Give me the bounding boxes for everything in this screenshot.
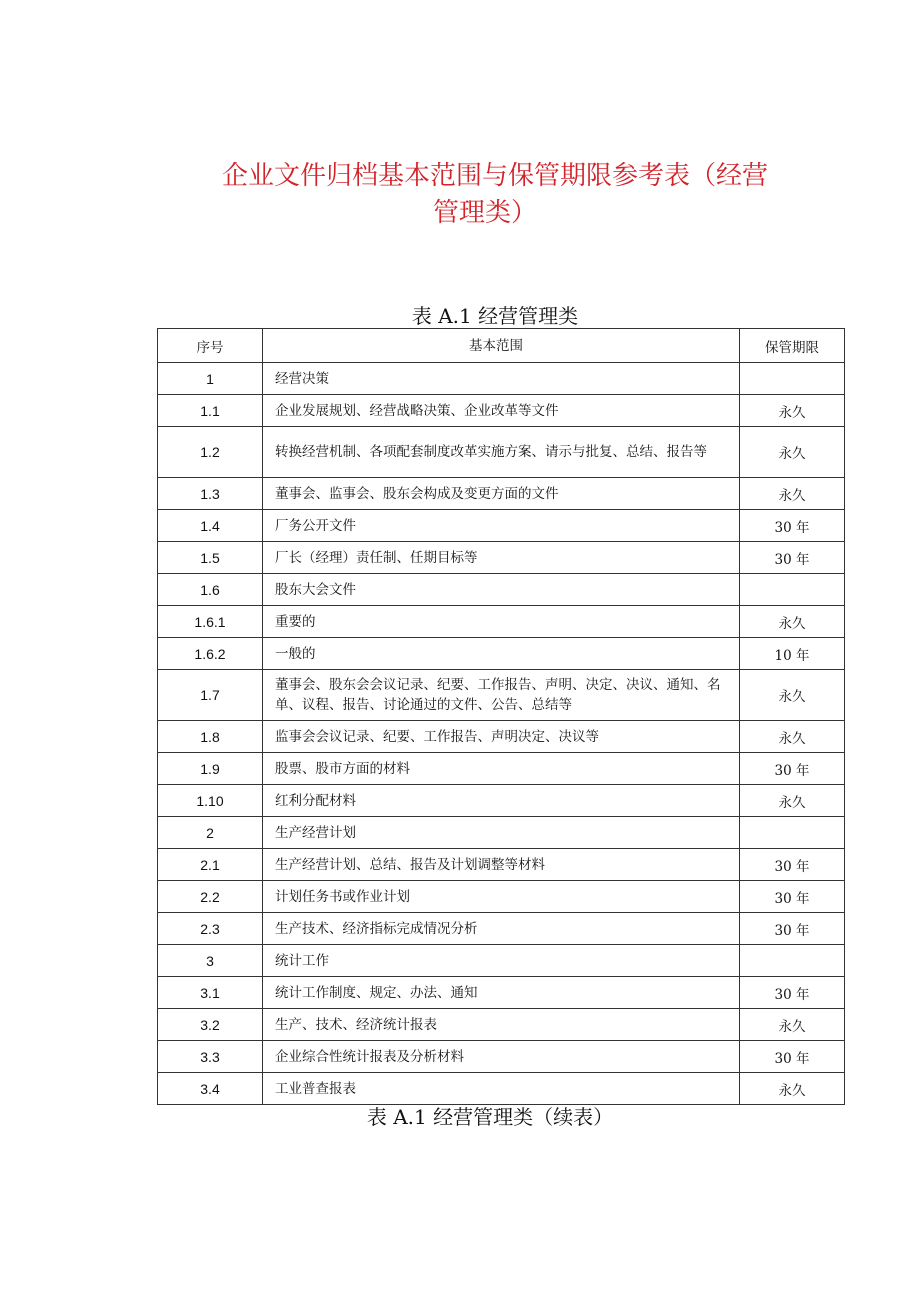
row-scope: 计划任务书或作业计划 [263,881,740,913]
row-period [740,817,845,849]
table-row [158,478,845,510]
row-number: 1.6.2 [158,638,263,670]
table-row [158,721,845,753]
table-row [158,427,845,478]
table-row [158,638,845,670]
row-scope: 厂长（经理）责任制、任期目标等 [263,542,740,574]
row-number: 1.4 [158,510,263,542]
row-period: 30 年 [740,881,845,913]
row-scope: 生产技术、经济指标完成情况分析 [263,913,740,945]
row-scope: 企业发展规划、经营战略决策、企业改革等文件 [263,395,740,427]
row-number: 1.7 [158,670,263,721]
row-number: 1 [158,363,263,395]
row-number: 3.2 [158,1009,263,1041]
row-period: 30 年 [740,753,845,785]
title-line-2: 管理类） [432,198,537,228]
row-scope: 转换经营机制、各项配套制度改革实施方案、请示与批复、总结、报告等 [263,427,740,478]
title-line-1: 企业文件归档基本范围与保管期限参考表（经营 [221,161,768,191]
row-number: 2.1 [158,849,263,881]
table-header-row [158,329,845,363]
table-row [158,945,845,977]
row-period: 30 年 [740,977,845,1009]
row-number: 3.3 [158,1041,263,1073]
row-scope: 股票、股市方面的材料 [263,753,740,785]
row-number: 1.2 [158,427,263,478]
row-period: 永久 [740,721,845,753]
table-caption-continued: 表 A.1 经营管理类（续表） [366,1105,614,1129]
table-row [158,510,845,542]
row-period: 30 年 [740,849,845,881]
row-period: 永久 [740,785,845,817]
row-scope: 企业综合性统计报表及分析材料 [263,1041,740,1073]
row-period: 永久 [740,1073,845,1105]
row-scope: 统计工作制度、规定、办法、通知 [263,977,740,1009]
row-scope: 红利分配材料 [263,785,740,817]
table-row [158,1041,845,1073]
row-period: 30 年 [740,510,845,542]
table-row [158,606,845,638]
row-scope: 监事会会议记录、纪要、工作报告、声明决定、决议等 [263,721,740,753]
row-number: 2.3 [158,913,263,945]
row-number: 2 [158,817,263,849]
row-number: 1.10 [158,785,263,817]
table-body [158,363,845,1105]
row-scope: 生产经营计划 [263,817,740,849]
header-no: 序号 [158,329,263,363]
row-scope: 股东大会文件 [263,574,740,606]
table-row [158,363,845,395]
row-number: 3.4 [158,1073,263,1105]
row-period: 10 年 [740,638,845,670]
table-row [158,395,845,427]
row-scope: 统计工作 [263,945,740,977]
row-scope: 经营决策 [263,363,740,395]
table-row [158,785,845,817]
row-number: 1.3 [158,478,263,510]
row-period: 30 年 [740,542,845,574]
row-period: 30 年 [740,1041,845,1073]
row-scope: 厂务公开文件 [263,510,740,542]
row-number: 1.6 [158,574,263,606]
row-scope: 生产经营计划、总结、报告及计划调整等材料 [263,849,740,881]
row-number: 1.5 [158,542,263,574]
row-number: 3 [158,945,263,977]
row-period: 永久 [740,427,845,478]
table-row [158,542,845,574]
table-row [158,977,845,1009]
row-number: 2.2 [158,881,263,913]
row-scope: 一般的 [263,638,740,670]
table-row [158,849,845,881]
row-period: 永久 [740,1009,845,1041]
row-period: 永久 [740,395,845,427]
table-caption: 表 A.1 经营管理类 [411,304,579,328]
table-row [158,1073,845,1105]
table-row [158,1009,845,1041]
row-scope: 重要的 [263,606,740,638]
row-period [740,945,845,977]
row-number: 1.8 [158,721,263,753]
row-period: 永久 [740,670,845,721]
row-period [740,363,845,395]
table-row [158,817,845,849]
retention-table [157,328,845,1105]
row-number: 1.1 [158,395,263,427]
table-row [158,574,845,606]
document-title [0,158,920,232]
header-period: 保管期限 [740,329,845,363]
row-number: 1.9 [158,753,263,785]
table-row [158,670,845,721]
row-period: 永久 [740,478,845,510]
row-period [740,574,845,606]
row-period: 永久 [740,606,845,638]
row-scope: 董事会、监事会、股东会构成及变更方面的文件 [263,478,740,510]
table-row [158,753,845,785]
row-number: 1.6.1 [158,606,263,638]
row-scope: 工业普查报表 [263,1073,740,1105]
row-period: 30 年 [740,913,845,945]
row-scope: 董事会、股东会会议记录、纪要、工作报告、声明、决定、决议、通知、名单、议程、报告、讨论通过的文件、公告、总结等 [263,670,740,721]
row-number: 3.1 [158,977,263,1009]
table-row [158,913,845,945]
table-row [158,881,845,913]
row-scope: 生产、技术、经济统计报表 [263,1009,740,1041]
header-scope: 基本范围 [263,329,740,363]
